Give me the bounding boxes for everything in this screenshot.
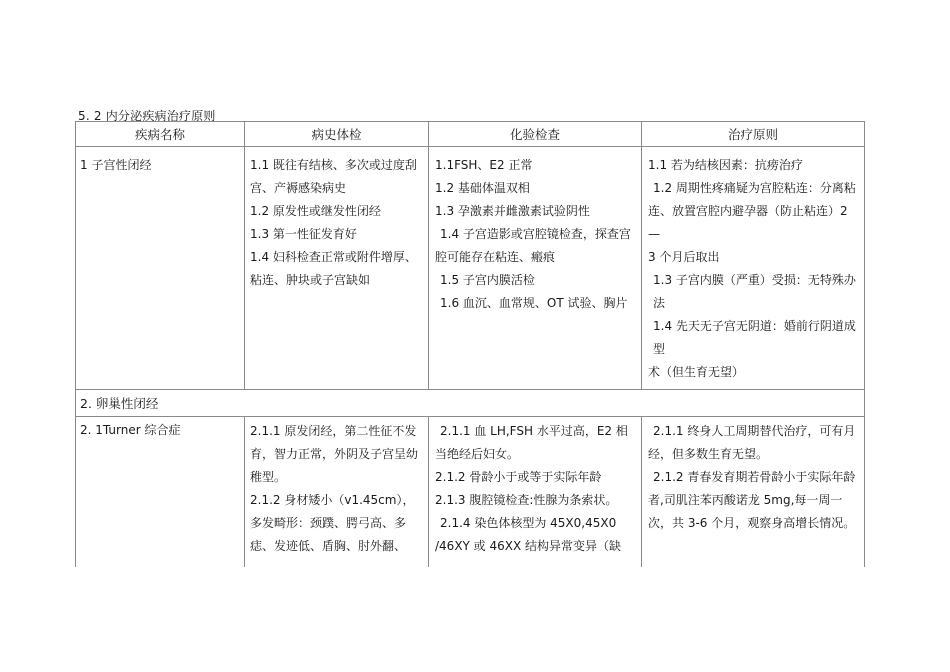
table-row bbox=[76, 147, 865, 390]
treatment-line: 2.1.1 终身人工周期替代治疗，可有月 bbox=[653, 424, 856, 438]
lab-line: 1.5 子宫内膜活检 bbox=[440, 273, 535, 287]
disease-name: 2. 1Turner 综合症 bbox=[80, 423, 181, 437]
treatment-cell bbox=[642, 147, 865, 390]
lab-line: 2.1.1 血 LH,FSH 水平过高，E2 相 bbox=[440, 424, 628, 438]
section-row bbox=[76, 390, 865, 417]
history-line: 2.1.2 身材矮小（v1.45cm）， bbox=[250, 493, 415, 507]
history-line: 多发畸形：颈蹼、腭弓高、多 bbox=[250, 516, 407, 530]
history-line: 痣、发迹低、盾胸、肘外翻、 bbox=[250, 539, 407, 553]
lab-line: /46XY 或 46XX 结构异常变异（缺 bbox=[435, 539, 622, 553]
history-line: 2.1.1 原发闭经，第二性征不发 bbox=[250, 424, 417, 438]
treatment-line: 次，共 3-6 个月，观察身高增长情况。 bbox=[648, 516, 856, 530]
lab-line: 1.2 基础体温双相 bbox=[435, 181, 530, 195]
treatment-line: 1.1 若为结核因素：抗痨治疗 bbox=[648, 158, 803, 172]
lab-line: 2.1.4 染色体核型为 45X0,45X0 bbox=[440, 516, 617, 530]
header-disease-name: 疾病名称 bbox=[76, 122, 245, 147]
lab-line: 腔可能存在粘连、瘢痕 bbox=[435, 250, 556, 264]
lab-line: 1.4 子宫造影或宫腔镜检查，探查宫 bbox=[440, 227, 631, 241]
history-line: 1.3 第一性征发育好 bbox=[250, 227, 357, 241]
lab-line: 当绝经后妇女。 bbox=[435, 447, 520, 461]
treatment-line: 者,司肌注苯丙酸诺龙 5mg,每一周一 bbox=[648, 493, 843, 507]
history-line: 1.1 既往有结核、多次或过度刮 bbox=[250, 158, 417, 172]
header-row bbox=[76, 122, 865, 147]
history-line: 宫、产褥感染病史 bbox=[250, 181, 347, 195]
treatment-line: 连、放置宫腔内避孕器（防止粘连）2— bbox=[648, 204, 848, 241]
lab-line: 1.1FSH、E2 正常 bbox=[435, 158, 533, 172]
document-title: 5. 2 内分泌疾病治疗原则 bbox=[78, 109, 216, 123]
table-row bbox=[76, 417, 865, 568]
history-line: 1.2 原发性或继发性闭经 bbox=[250, 204, 381, 218]
disease-name-cell bbox=[76, 147, 245, 390]
treatment-line: 1.4 先天无子宫无阴道：婚前行阴道成型 bbox=[653, 319, 856, 356]
treatment-line: 1.3 子宫内膜（严重）受损：无特殊办法 bbox=[653, 273, 856, 310]
treatment-cell bbox=[642, 417, 865, 568]
lab-line: 1.6 血沉、血常规、OT 试验、胸片 bbox=[440, 296, 628, 310]
history-cell bbox=[245, 147, 429, 390]
history-cell bbox=[245, 417, 429, 568]
section-heading: 2. 卵巢性闭经 bbox=[76, 390, 865, 417]
lab-line: 1.3 孕激素并雌激素试验阴性 bbox=[435, 204, 590, 218]
lab-line: 2.1.2 骨龄小于或等于实际年龄 bbox=[435, 470, 602, 484]
lab-cell bbox=[429, 147, 642, 390]
history-line: 粘连、肿块或子宫缺如 bbox=[250, 273, 371, 287]
treatment-table bbox=[75, 121, 865, 567]
lab-line: 2.1.3 腹腔镜检查:性腺为条索状。 bbox=[435, 493, 618, 507]
disease-name: 1 子宫性闭经 bbox=[80, 158, 152, 172]
treatment-line: 3 个月后取出 bbox=[648, 250, 720, 264]
treatment-line: 1.2 周期性疼痛疑为宫腔粘连：分离粘 bbox=[653, 181, 856, 195]
header-history: 病史体检 bbox=[245, 122, 429, 147]
disease-name-cell bbox=[76, 417, 245, 568]
treatment-line: 2.1.2 青春发育期若骨龄小于实际年龄 bbox=[653, 470, 856, 484]
history-line: 稚型。 bbox=[250, 470, 287, 484]
history-line: 1.4 妇科检查正常或附件增厚、 bbox=[250, 250, 417, 264]
treatment-line: 术（但生育无望） bbox=[648, 365, 745, 379]
header-treatment: 治疗原则 bbox=[642, 122, 865, 147]
treatment-line: 经，但多数生育无望。 bbox=[648, 447, 769, 461]
history-line: 育，智力正常，外阴及子宫呈幼 bbox=[250, 447, 419, 461]
lab-cell bbox=[429, 417, 642, 568]
header-lab: 化验检查 bbox=[429, 122, 642, 147]
